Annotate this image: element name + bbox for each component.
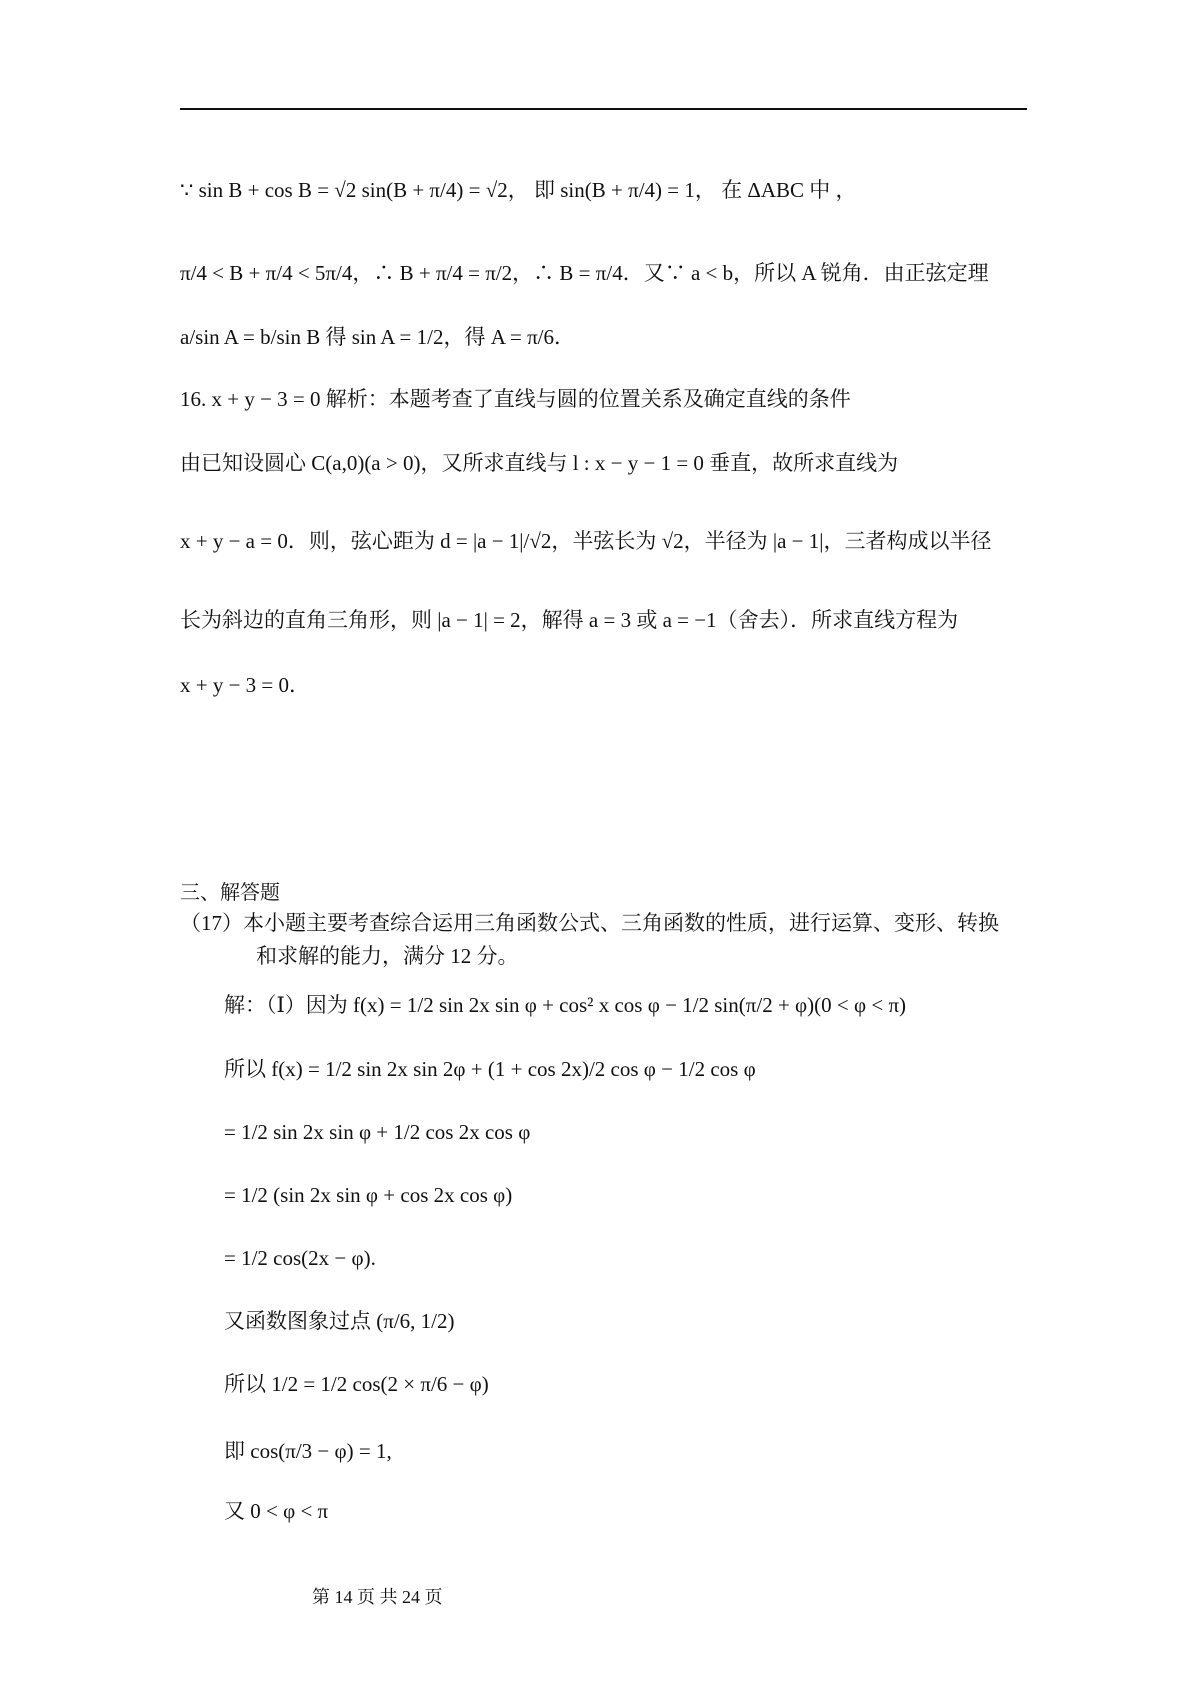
solution-step-5: = 1/2 cos(2x − φ).	[224, 1246, 376, 1270]
solution-step-3: = 1/2 sin 2x sin φ + 1/2 cos 2x cos φ	[224, 1120, 531, 1144]
solution-step-6: 又函数图象过点 (π/6, 1/2)	[224, 1309, 455, 1333]
solution-step-8: 即 cos(π/3 − φ) = 1,	[224, 1439, 392, 1463]
q17-line1: （17）本小题主要考查综合运用三角函数公式、三角函数的性质，进行运算、变形、转换	[180, 911, 999, 935]
sec16-line5: x + y − 3 = 0．	[180, 673, 311, 697]
solution-step-2: 所以 f(x) = 1/2 sin 2x sin 2φ + (1 + cos 2x)/2 cos φ − 1/2 cos φ	[224, 1057, 756, 1081]
section-heading: 三、解答题	[180, 882, 280, 904]
sec16-line4: 长为斜边的直角三角形，则 |a − 1| = 2，解得 a = 3 或 a = −1（舍去）．所求直线方程为	[180, 608, 959, 632]
sec15-line2: π/4 < B + π/4 < 5π/4，∴ B + π/4 = π/2，∴ B = π/4．又∵ a < b，所以 A 锐角．由正弦定理	[180, 261, 989, 285]
sec16-line1: 16. x + y − 3 = 0 解析：本题考查了直线与圆的位置关系及确定直线的条件	[180, 387, 851, 411]
solution-step-4: = 1/2 (sin 2x sin φ + cos 2x cos φ)	[224, 1183, 513, 1207]
header-rule	[180, 108, 1027, 110]
q17-line2: 和求解的能力，满分 12 分。	[256, 944, 519, 968]
page-footer: 第 14 页 共 24 页	[312, 1587, 443, 1607]
sec15-line3: a/sin A = b/sin B 得 sin A = 1/2，得 A = π/6．	[180, 325, 576, 349]
solution-step-9: 又 0 < φ < π	[224, 1499, 329, 1523]
solution-step-7: 所以 1/2 = 1/2 cos(2 × π/6 − φ)	[224, 1372, 489, 1396]
sec15-line1: ∵ sin B + cos B = √2 sin(B + π/4) = √2， 即 sin(B + π/4) = 1， 在 ΔABC 中 ，	[180, 178, 857, 202]
sec16-line3: x + y − a = 0．则，弦心距为 d = |a − 1|/√2，半弦长为 √2，半径为 |a − 1|，三者构成以半径	[180, 529, 992, 553]
sec16-line2: 由已知设圆心 C(a,0)(a > 0)，又所求直线与 l : x − y − 1 = 0 垂直，故所求直线为	[180, 451, 899, 475]
solution-step-1: 解：（Ⅰ）因为 f(x) = 1/2 sin 2x sin φ + cos² x cos φ − 1/2 sin(π/2 + φ)(0 < φ < π)	[224, 993, 907, 1017]
